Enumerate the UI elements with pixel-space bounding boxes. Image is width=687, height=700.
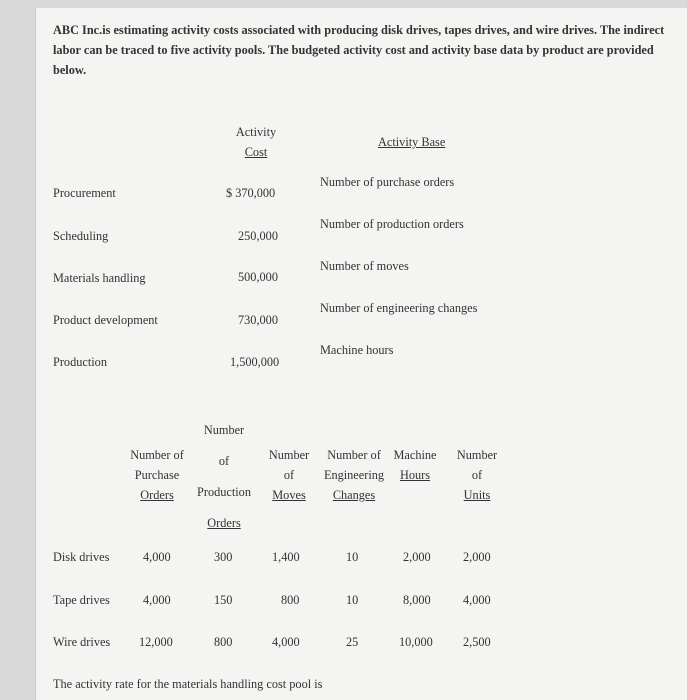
pool-cost: 250,000 xyxy=(238,229,278,243)
pool-name: Product development xyxy=(53,313,158,327)
pool-name: Scheduling xyxy=(53,229,109,243)
engineering-changes-value: 25 xyxy=(346,635,359,649)
units-value: 4,000 xyxy=(463,593,491,607)
header-machine-line1: Machine xyxy=(393,448,437,462)
document-page xyxy=(35,8,687,700)
engineering-changes-value: 10 xyxy=(346,550,359,564)
activity-cost-header-line1: Activity xyxy=(235,125,277,139)
header-purchase-orders xyxy=(126,445,188,505)
product-name: Tape drives xyxy=(53,593,110,607)
machine-hours-value: 8,000 xyxy=(403,593,431,607)
header-production-line4: Orders xyxy=(207,516,241,530)
header-production-orders xyxy=(191,415,257,539)
pool-base: Number of engineering changes xyxy=(320,301,478,315)
engineering-changes-value: 10 xyxy=(346,593,359,607)
production-orders-value: 800 xyxy=(214,635,233,649)
header-engineering-line2: Engineering xyxy=(323,468,385,482)
header-moves xyxy=(264,445,314,505)
pool-name: Production xyxy=(53,355,107,369)
pool-name: Materials handling xyxy=(53,271,146,285)
pool-cost: $ 370,000 xyxy=(226,186,276,200)
moves-value: 4,000 xyxy=(272,635,300,649)
header-moves-line1: Number xyxy=(268,448,310,462)
activity-cost-header xyxy=(226,122,286,162)
header-production-line3: Production xyxy=(197,485,251,499)
header-engineering-changes xyxy=(319,445,389,505)
header-units-line2: of xyxy=(471,468,483,482)
header-engineering-line1: Number of xyxy=(327,448,381,462)
pool-base: Machine hours xyxy=(320,343,394,357)
header-machine-hours xyxy=(391,445,439,485)
production-orders-value: 300 xyxy=(214,550,233,564)
purchase-orders-value: 12,000 xyxy=(139,635,173,649)
moves-value: 1,400 xyxy=(272,550,300,564)
pool-base: Number of production orders xyxy=(320,217,464,231)
purchase-orders-value: 4,000 xyxy=(143,550,171,564)
machine-hours-value: 10,000 xyxy=(399,635,433,649)
header-production-line1: Number xyxy=(203,423,245,437)
production-orders-value: 150 xyxy=(214,593,233,607)
header-production-line2: of xyxy=(218,454,230,468)
header-units xyxy=(452,445,502,505)
header-units-line3: Units xyxy=(463,488,491,502)
units-value: 2,000 xyxy=(463,550,491,564)
machine-hours-value: 2,000 xyxy=(403,550,431,564)
product-name: Wire drives xyxy=(53,635,111,649)
activity-cost-header-line2: Cost xyxy=(244,145,268,159)
moves-value: 800 xyxy=(281,593,300,607)
header-engineering-line3: Changes xyxy=(332,488,376,502)
pool-base: Number of purchase orders xyxy=(320,175,455,189)
pool-cost: 1,500,000 xyxy=(230,355,280,369)
header-units-line1: Number xyxy=(456,448,498,462)
pool-cost: 500,000 xyxy=(238,270,278,284)
pool-cost: 730,000 xyxy=(238,313,278,327)
pool-base: Number of moves xyxy=(320,259,409,273)
header-moves-line3: Moves xyxy=(272,488,306,502)
purchase-orders-value: 4,000 xyxy=(143,593,171,607)
header-purchase-line1: Number of xyxy=(130,448,184,462)
activity-base-header: Activity Base xyxy=(378,135,446,149)
intro-paragraph: ABC Inc.is estimating activity costs associated with producing disk drives, tapes drives, and wire drives. The indirect labor can be traced to five activity pools. The budgeted activity cost and activity base data by product are provided below. xyxy=(53,23,665,77)
header-machine-line2: Hours xyxy=(399,468,431,482)
question-text: The activity rate for the materials handling cost pool is xyxy=(53,677,323,691)
product-name: Disk drives xyxy=(53,550,110,564)
pool-name: Procurement xyxy=(53,186,116,200)
header-purchase-line3: Orders xyxy=(140,488,174,502)
header-purchase-line2: Purchase xyxy=(134,468,180,482)
units-value: 2,500 xyxy=(463,635,491,649)
header-moves-line2: of xyxy=(283,468,295,482)
